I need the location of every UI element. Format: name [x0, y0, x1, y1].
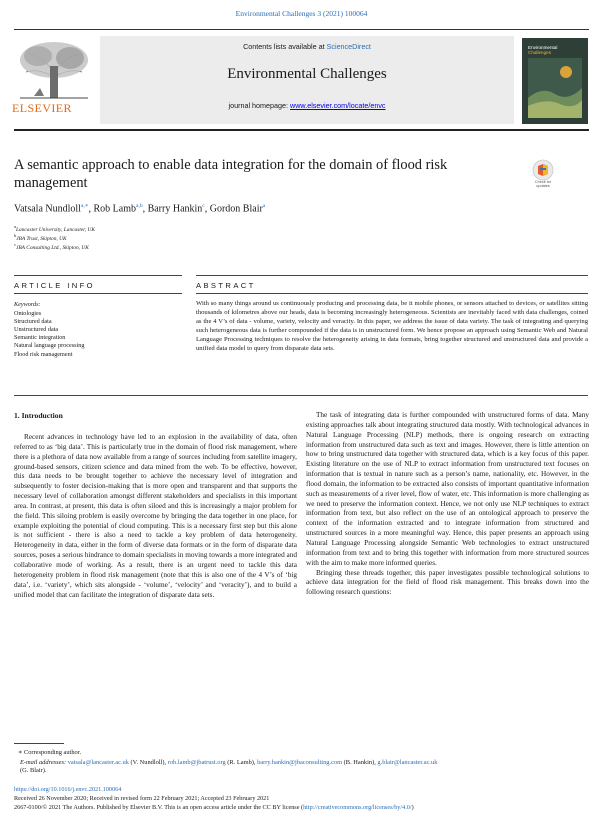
- author-list: [14, 203, 265, 214]
- keyword-item: Semantic integration: [14, 334, 66, 342]
- journal-title: Environmental Challenges: [227, 66, 387, 82]
- author-separator: ,: [142, 203, 148, 215]
- email-link[interactable]: rob.lamb@jbatrust.org: [167, 759, 226, 766]
- affiliation-text: Lancaster University, Lancaster, UK: [16, 226, 95, 233]
- author-name[interactable]: Barry Hankin: [147, 203, 203, 215]
- affiliation-marker: b: [14, 233, 17, 238]
- check-for-updates-label: Check for updates: [534, 180, 552, 188]
- intro-right-column: [306, 411, 589, 598]
- abstract-heading: ABSTRACT: [196, 281, 256, 290]
- header-thick-rule: [14, 129, 589, 131]
- keyword-item: Flood risk management: [14, 350, 73, 358]
- journal-homepage: [100, 101, 514, 110]
- license-line: [14, 804, 414, 812]
- homepage-link[interactable]: www.elsevier.com/locate/envc: [290, 101, 386, 110]
- abstract-rule-bottom: [196, 293, 588, 294]
- keyword-item: Structured data: [14, 318, 52, 326]
- affiliation-text: JBA Trust, Skipton, UK: [16, 235, 67, 242]
- abstract-end-rule: [14, 395, 588, 396]
- elsevier-logo-text[interactable]: ELSEVIER: [12, 101, 72, 115]
- license-close: ): [411, 804, 414, 811]
- author-separator: ,: [204, 203, 210, 215]
- license-link[interactable]: http://creativecommons.org/licenses/by/4.0/: [303, 804, 412, 811]
- article-info-rule: [14, 275, 182, 276]
- sciencedirect-link[interactable]: ScienceDirect: [326, 42, 371, 51]
- cover-title: Environmental Challenges: [528, 45, 558, 55]
- author-affiliation-marker[interactable]: a: [262, 203, 266, 209]
- email-link[interactable]: vatsala@lancaster.ac.uk: [67, 759, 129, 766]
- paragraph: The task of integrating data is further compounded with unstructured forms of data. Many existing approaches talk about integrating structured data mostly. With technological advances in Natural Language Processing (NLP) methods, there is ongoing research on extracting information from unstructured data such as text and images. However, there is little attention on how to bring unstructured data together with structured data, which is a key focus of this paper. Existing literature on the use of NLP to extract information from unstructured text focuses on information that is textual in nature such as a person’s name, nationality, etc. However, in the flood domain, the information to be extracted also consists of important quantitative information such as measurements of a river level, flow of water, etc. This information is more challenging as we need to preserve the information context. Hence, we not only use NLP techniques to extract information from text, but also reflect on the use of an ontological approach to preserve the context of the information extracted and to integrate information from structured and unstructured sources in a more meaningful way. Hence, this paper presents an approach using Natural Language Processing alongside Semantic Web technologies to extract unstructured information from text and to bring this together with information from more structured sources with the aim to make more informed queries.: [306, 411, 589, 567]
- email-owner: (B. Hankin),: [342, 759, 378, 766]
- author-affiliation-marker[interactable]: c: [202, 203, 205, 209]
- doi-anchor[interactable]: https://doi.org/10.1016/j.envc.2021.100064: [14, 786, 122, 793]
- abstract-rule: [196, 275, 588, 276]
- contents-prefix: Contents lists available at: [243, 42, 327, 51]
- email-addresses: [20, 759, 588, 775]
- cover-artwork: [528, 58, 582, 118]
- received-dates: Received 26 November 2020; Received in revised form 22 February 2021; Accepted 23 February 2021: [14, 795, 270, 802]
- keyword-item: Ontologies: [14, 310, 42, 317]
- paragraph: Bringing these threads together, this paper investigates possible technological solutions to achieve data integration for the field of flood risk management. This breaks down into the following research questions:: [306, 568, 589, 597]
- keyword-item: Unstructured data: [14, 326, 59, 334]
- email-tail: (G. Blair).: [20, 767, 47, 774]
- author-separator: ,: [88, 203, 94, 215]
- paper-title: A semantic approach to enable data integration for the domain of flood risk management: [14, 157, 448, 191]
- author-name[interactable]: Vatsala Nundloll: [14, 203, 81, 215]
- keyword-item: Natural language processing: [14, 342, 85, 350]
- affiliation-marker: c: [14, 242, 16, 247]
- paragraph: Recent advances in technology have led to an explosion in the availability of data, often referred to as ‘big data’. This is particularly true in the domain of flood risk management, where there is a plethora of data now available from a range of sources including from satellite imagery, ground-based sensors, citizen science and data mined from the web. To be effective, however, this data needs to be brought together to achieve the necessary level of integration and subsequently to foster decision-making that is more open and transparent and that supports the necessary level of collaboration amongst different stakeholders and specialists in this important area. In contrast, at present, this data is often siloed and this is increasingly a major problem for the field. This siloing problem is easily overcome by bringing the data together in one place, for example exploiting the potential of cloud computing. This is a necessary first step but this alone is not sufficient - there is also a need to tackle a key problem of data heterogeneity. Heterogeneity in data, either in the form of diverse data formats or in the form of disparate data sources, poses a serious hindrance to domain specialists in moving towards a more integrated and collaborative mode of working. As a result, there is an urgent need to tackle this data heterogeneity problem in flood risk management (note that this is also one of the 4 V’s of ‘big data’, i.e. ‘variety’, which sits alongside - ‘volume’, ‘velocity’ and ‘veracity’), and to build a unified model that can facilitate the integration of disparate data sets.: [14, 433, 297, 599]
- author-affiliation-marker[interactable]: a,b: [136, 203, 143, 209]
- abstract-text: With so many things around us continuously producing and processing data, be it mobile phones, or sensors attached to devices, or satellites sitting thousands of kilometres above our heads, data is becoming increasingly heterogeneous. Scientists are inevitably faced with data challenges, coined as the 4 V’s of data - volume, variety, velocity and veracity. In this paper, we address the issue of data variety. The task of integrating and querying such heterogeneous data is further compounded if the data is in unstructured form. We hence propose an approach using Semantic Web and Natural Language Processing techniques to resolve the heterogeneity arising in data formats, bring together structured and unstructured data and provide a unified data model to query from disparate data sets.: [196, 300, 588, 352]
- author-affiliation-marker[interactable]: a,∗: [80, 203, 89, 209]
- keywords-label: Keywords:: [14, 301, 41, 308]
- header-rule: [14, 29, 589, 30]
- journal-cover-thumbnail[interactable]: [522, 38, 588, 124]
- affiliation-text: JBA Consulting Ltd., Skipton, UK: [16, 244, 89, 251]
- affiliation-item: [14, 233, 67, 242]
- doi-link[interactable]: [14, 786, 121, 794]
- journal-reference[interactable]: Environmental Challenges 3 (2021) 100064: [235, 9, 368, 18]
- author-name[interactable]: Gordon Blair: [209, 203, 263, 215]
- section-heading-introduction: 1. Introduction: [14, 411, 63, 420]
- footnote-rule: [14, 743, 64, 744]
- email-owner: (R. Lamb),: [225, 759, 258, 766]
- affiliation-item: [14, 224, 95, 233]
- email-label: E-mail addresses:: [20, 759, 67, 766]
- email-link[interactable]: barry.hankin@jbaconsulting.com: [257, 759, 343, 766]
- elsevier-tree-logo: [14, 38, 94, 100]
- article-info-heading: ARTICLE INFO: [14, 281, 95, 290]
- corresponding-author-note: ∗ Corresponding author.: [18, 749, 82, 756]
- email-link[interactable]: g.blair@lancaster.ac.uk: [377, 759, 438, 766]
- article-info-rule-bottom: [14, 293, 182, 294]
- email-owner: (V. Nundloll),: [128, 759, 168, 766]
- license-text: 2667-0100/© 2021 The Authors. Published by Elsevier B.V. This is an open access article under the CC BY license (: [14, 804, 304, 811]
- contents-line: [100, 42, 514, 51]
- affiliation-item: [14, 242, 89, 251]
- affiliation-marker: a: [14, 224, 16, 229]
- homepage-prefix: journal homepage:: [228, 101, 291, 110]
- intro-left-column: [14, 433, 297, 600]
- author-name[interactable]: Rob Lamb: [93, 203, 136, 215]
